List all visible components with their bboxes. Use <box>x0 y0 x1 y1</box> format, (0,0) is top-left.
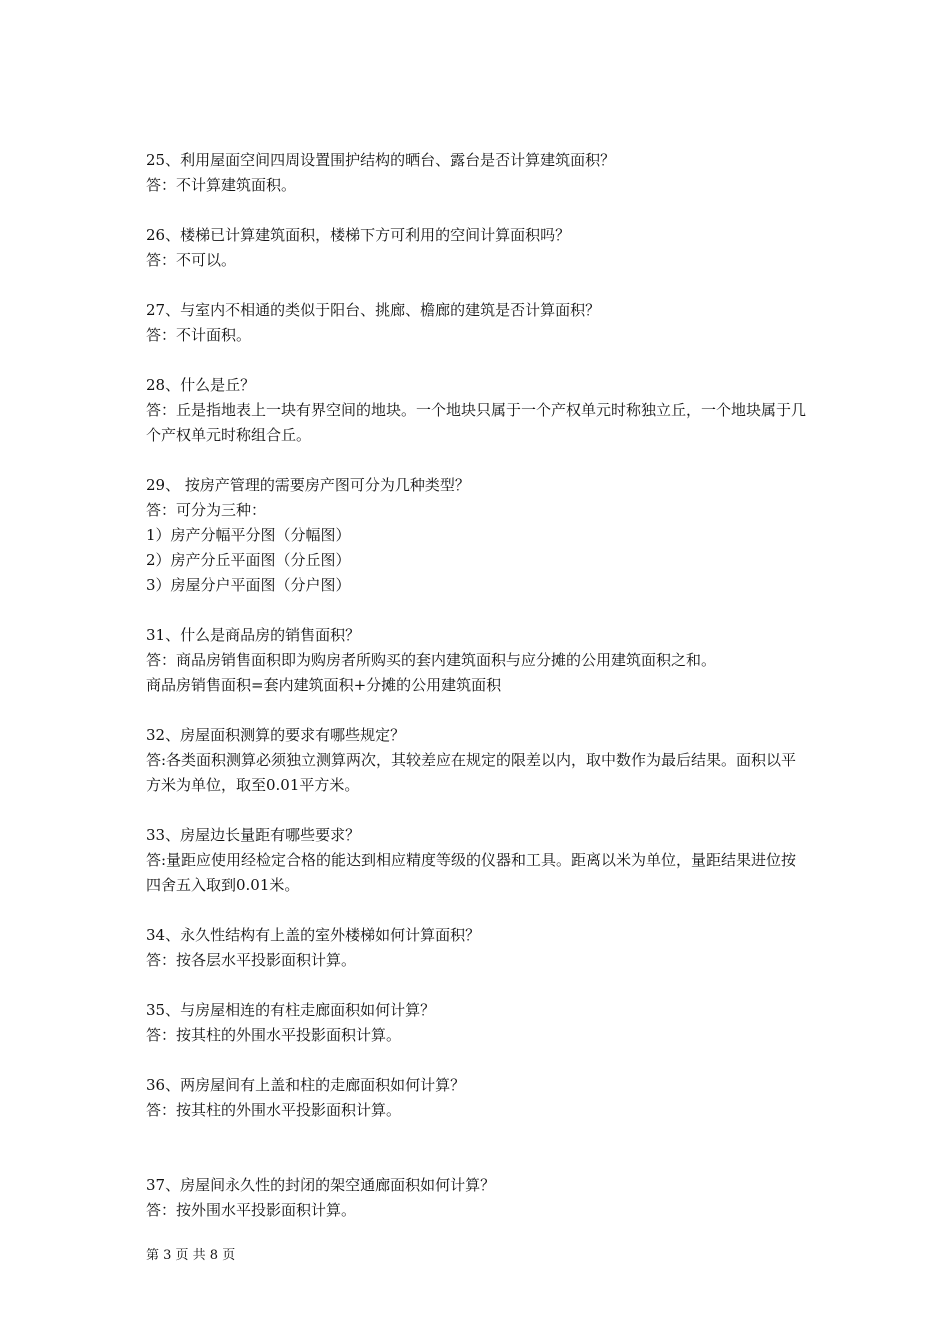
qa-list <box>146 148 811 1223</box>
answer-text: 答：按其柱的外围水平投影面积计算。 <box>146 1026 402 1044</box>
qa-item-32 <box>146 723 811 798</box>
qa-item-36 <box>146 1073 811 1123</box>
qa-item-28 <box>146 373 811 448</box>
answer-text: 答：不可以。 <box>146 251 237 269</box>
question-text: 26、楼梯已计算建筑面积，楼梯下方可利用的空间计算面积吗？ <box>146 226 571 244</box>
answer-text: 答：可分为三种： <box>146 501 267 519</box>
qa-item-27 <box>146 298 811 348</box>
question-text: 25、利用屋面空间四周设置围护结构的晒台、露台是否计算建筑面积？ <box>146 151 616 169</box>
qa-item-26 <box>146 223 811 273</box>
question-text: 35、与房屋相连的有柱走廊面积如何计算？ <box>146 1001 436 1019</box>
answer-text: 答：按外围水平投影面积计算。 <box>146 1201 357 1219</box>
qa-item-34 <box>146 923 811 973</box>
question-text: 37、房屋间永久性的封闭的架空通廊面积如何计算？ <box>146 1176 496 1194</box>
answer-text: 答:量距应使用经检定合格的能达到相应精度等级的仪器和工具。距离以米为单位，量距结果进位按四舍五入取到0.01米。 <box>146 851 797 894</box>
answer-text: 答：丘是指地表上一块有界空间的地块。一个地块只属于一个产权单元时称独立丘，一个地块属于几个产权单元时称组合丘。 <box>146 401 807 444</box>
answer-list-item: 3）房屋分户平面图（分户图） <box>146 576 351 594</box>
answer-text: 答：按其柱的外围水平投影面积计算。 <box>146 1101 402 1119</box>
qa-item-37 <box>146 1173 811 1223</box>
answer-text: 答:各类面积测算必须独立测算两次，其较差应在规定的限差以内，取中数作为最后结果。面积以平方米为单位，取至0.01平方米。 <box>146 751 797 794</box>
question-text: 27、与室内不相通的类似于阳台、挑廊、檐廊的建筑是否计算面积？ <box>146 301 601 319</box>
qa-item-29 <box>146 473 811 598</box>
question-text: 36、两房屋间有上盖和柱的走廊面积如何计算？ <box>146 1076 466 1094</box>
question-text: 32、房屋面积测算的要求有哪些规定？ <box>146 726 406 744</box>
answer-text: 答：不计面积。 <box>146 326 252 344</box>
answer-list-item: 1）房产分幅平分图（分幅图） <box>146 526 351 544</box>
question-text: 28、什么是丘？ <box>146 376 256 394</box>
qa-item-33 <box>146 823 811 898</box>
answer-text: 答：商品房销售面积即为购房者所购买的套内建筑面积与应分摊的公用建筑面积之和。 <box>146 651 717 669</box>
answer-text: 答：不计算建筑面积。 <box>146 176 297 194</box>
question-text: 29、 按房产管理的需要房产图可分为几种类型？ <box>146 476 470 494</box>
answer-list-item: 2）房产分丘平面图（分丘图） <box>146 551 351 569</box>
qa-item-35 <box>146 998 811 1048</box>
page-footer: 第 3 页 共 8 页 <box>146 1248 236 1263</box>
answer-text: 答：按各层水平投影面积计算。 <box>146 951 357 969</box>
qa-item-31 <box>146 623 811 698</box>
question-text: 33、房屋边长量距有哪些要求？ <box>146 826 361 844</box>
question-text: 34、永久性结构有上盖的室外楼梯如何计算面积？ <box>146 926 481 944</box>
question-text: 31、什么是商品房的销售面积？ <box>146 626 361 644</box>
qa-item-25 <box>146 148 811 198</box>
answer-formula: 商品房销售面积=套内建筑面积+分摊的公用建筑面积 <box>146 676 502 694</box>
